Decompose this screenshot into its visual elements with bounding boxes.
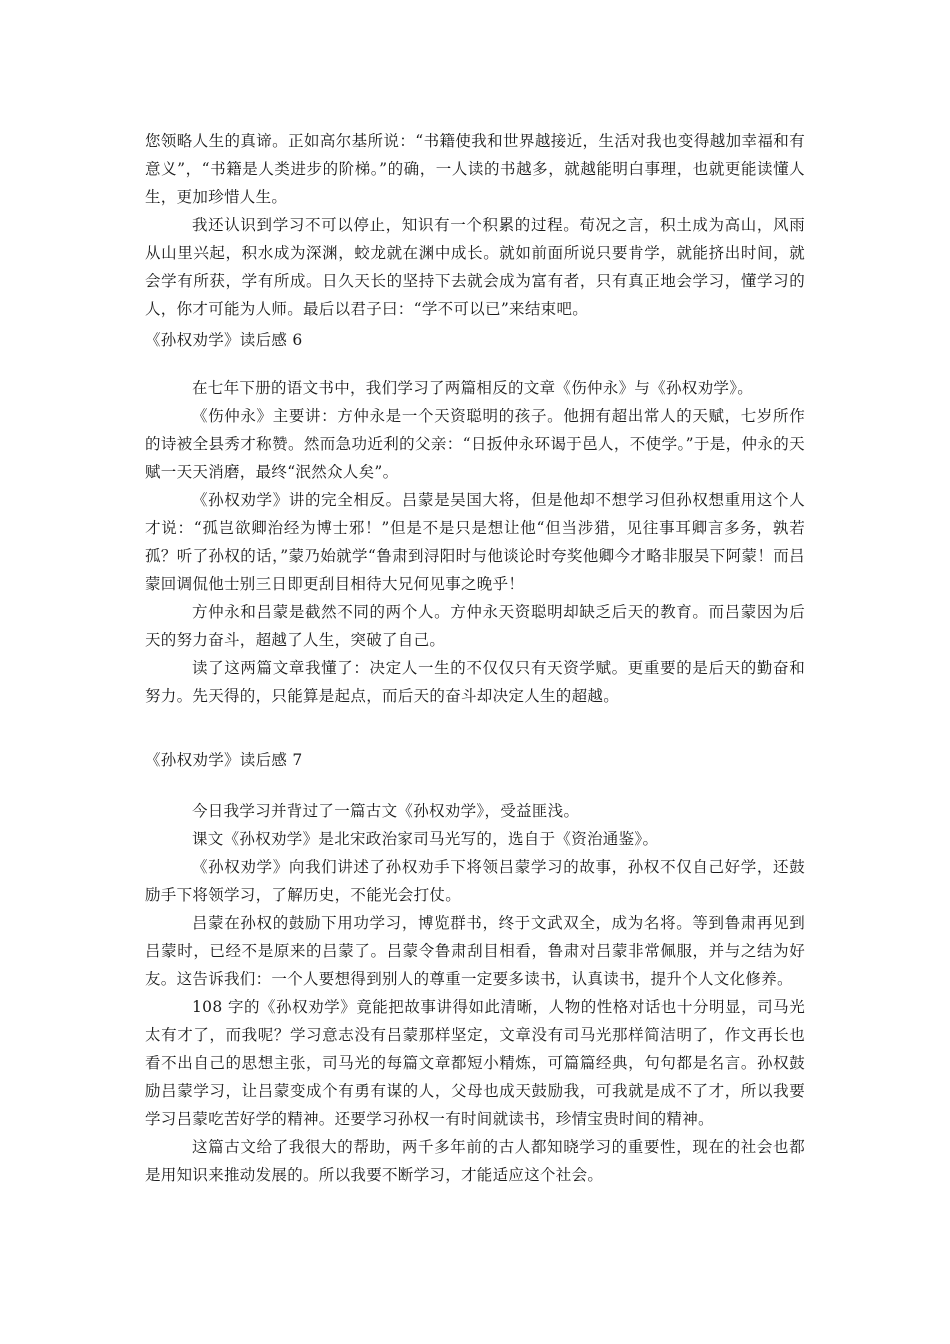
paragraph: 《孙权劝学》向我们讲述了孙权劝手下将领吕蒙学习的故事，孙权不仅自己好学，还鼓励手下将领学习，了解历史，不能光会打仗。 [145,858,805,904]
paragraph: 《孙权劝学》讲的完全相反。吕蒙是吴国大将，但是他却不想学习但孙权想重用这个人才说：“孤岂欲卿治经为博士邪！”但是不是只是想让他“但当涉猎，见往事耳卿言多务，孰若孤？听了孙权的话，”蒙乃始就学“鲁肃到浔阳时与他谈论时夸奖他卿今才略非服吴下阿蒙！而吕蒙回调侃他士别三日即更刮目相待大兄何见事之晚乎！ [145,491,805,593]
paragraph: 吕蒙在孙权的鼓励下用功学习，博览群书，终于文武双全，成为名将。等到鲁肃再见到吕蒙时，已经不是原来的吕蒙了。吕蒙令鲁肃刮目相看，鲁肃对吕蒙非常佩服，并与之结为好友。这告诉我们：一个人要想得到别人的尊重一定要多读书，认真读书，提升个人文化修养。 [145,914,805,988]
paragraph: 108 字的《孙权劝学》竟能把故事讲得如此清晰，人物的性格对话也十分明显，司马光太有才了，而我呢？学习意志没有吕蒙那样坚定，文章没有司马光那样简洁明了，作文再长也看不出自己的思想主张，司马光的每篇文章都短小精炼，可篇篇经典，句句都是名言。孙权鼓励吕蒙学习，让吕蒙变成个有勇有谋的人，父母也成天鼓励我，可我就是成不了才，所以我要学习吕蒙吃苦好学的精神。还要学习孙权一有时间就读书，珍情宝贵时间的精神。 [145,998,805,1128]
paragraph: 读了这两篇文章我懂了：决定人一生的不仅仅只有天资学赋。更重要的是后天的勤奋和努力。先天得的，只能算是起点，而后天的奋斗却决定人生的超越。 [145,659,805,705]
paragraph: 《伤仲永》主要讲：方仲永是一个天资聪明的孩子。他拥有超出常人的天赋，七岁所作的诗被全县秀才称赞。然而急功近利的父亲：“日扳仲永环谒于邑人，不使学。”于是，仲永的天赋一天天消磨，最终“泯然众人矣”。 [145,407,805,481]
paragraph: 您领略人生的真谛。正如高尔基所说：“书籍使我和世界越接近，生活对我也变得越加幸福和有意义”，“书籍是人类进步的阶梯。”的确，一人读的书越多，就越能明白事理，也就更能读懂人生，更加珍惜人生。 [145,132,805,206]
section-7-title: 《孙权劝学》读后感 7 [145,751,303,769]
section-6-body [145,374,805,710]
paragraph: 这篇古文给了我很大的帮助，两千多年前的古人都知晓学习的重要性，现在的社会也都是用知识来推动发展的。所以我要不断学习，才能适应这个社会。 [145,1138,805,1184]
paragraph: 我还认识到学习不可以停止，知识有一个积累的过程。荀况之言，积土成为高山，风雨从山里兴起，积水成为深渊，蛟龙就在渊中成长。就如前面所说只要肯学，就能挤出时间，就会学有所获，学有所成。日久天长的坚持下去就会成为富有者，只有真正地会学习，懂学习的人，你才可能为人师。最后以君子曰：“学不可以已”来结束吧。 [145,216,805,318]
paragraph: 课文《孙权劝学》是北宋政治家司马光写的，选自于《资治通鉴》。 [192,830,659,848]
section-7-body [145,797,805,1189]
paragraph: 在七年下册的语文书中，我们学习了两篇相反的文章《伤仲永》与《孙权劝学》。 [192,379,754,397]
section-6-title: 《孙权劝学》读后感 6 [145,331,303,349]
paragraph: 今日我学习并背过了一篇古文《孙权劝学》，受益匪浅。 [192,802,580,820]
section-5-tail [145,127,805,323]
paragraph: 方仲永和吕蒙是截然不同的两个人。方仲永天资聪明却缺乏后天的教育。而吕蒙因为后天的努力奋斗，超越了人生，突破了自己。 [145,603,805,649]
